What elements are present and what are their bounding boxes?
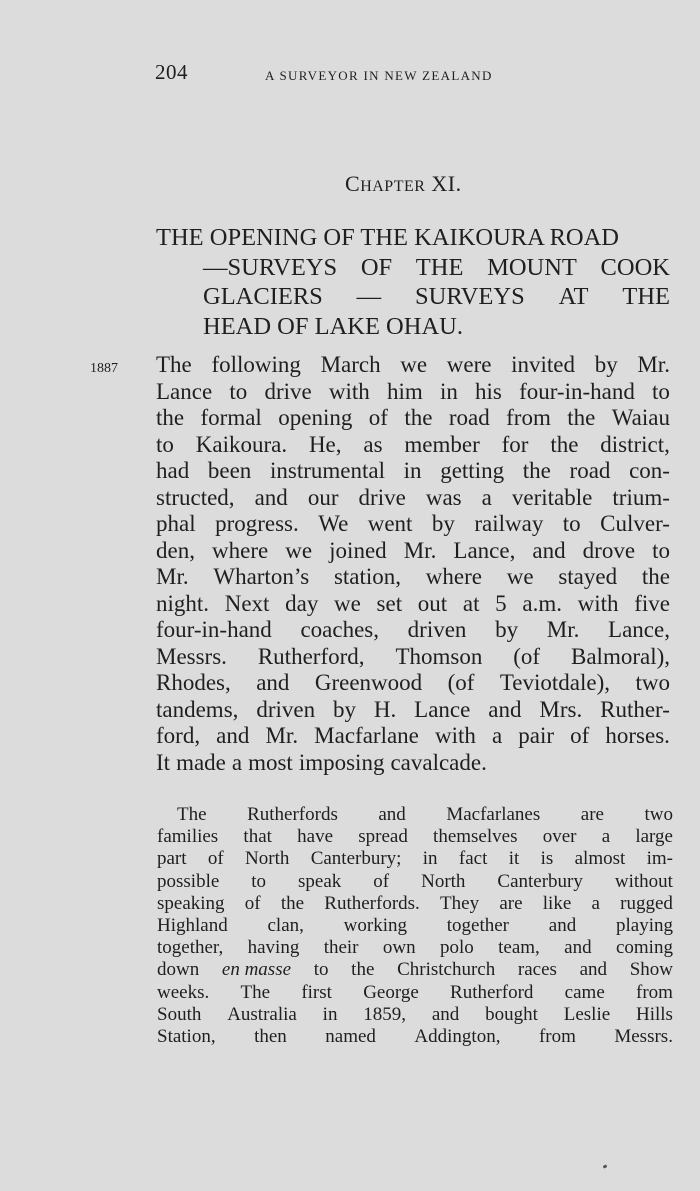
- word: Australia: [227, 1003, 297, 1025]
- word: Rhodes,: [156, 670, 231, 695]
- main-paragraph-line: [156, 644, 670, 671]
- chapter-title-word: COOK: [600, 253, 670, 281]
- word: the: [522, 458, 551, 483]
- word: Canterbury: [497, 870, 583, 892]
- word: im-: [646, 848, 673, 870]
- word: playing: [615, 915, 673, 937]
- main-paragraph-line: [156, 723, 670, 750]
- secondary-paragraph-line: [157, 804, 673, 826]
- word: from: [538, 1026, 576, 1048]
- word: phal: [156, 511, 196, 536]
- chapter-title-line: HEAD OF LAKE OHAU.: [203, 312, 463, 340]
- word: joined: [329, 537, 387, 563]
- word: ford,: [156, 723, 201, 748]
- word: Rutherford: [450, 981, 534, 1003]
- word: Thomson: [395, 643, 483, 669]
- word: Wharton’s: [213, 564, 310, 589]
- word: Mr.: [265, 723, 299, 748]
- word: Mr.: [637, 352, 670, 377]
- page-speck: [603, 1164, 608, 1169]
- word: in: [439, 378, 458, 404]
- word: is: [540, 848, 554, 870]
- chapter-title-word: THE: [622, 283, 670, 310]
- word: together: [446, 915, 510, 937]
- chapter-title-word: AT: [558, 283, 589, 310]
- word: and: [378, 804, 406, 825]
- word: railway: [474, 511, 544, 536]
- word: Ruther-: [600, 696, 670, 722]
- word: to: [652, 537, 670, 563]
- word: the: [351, 959, 375, 981]
- chapter-title-word: OF: [360, 253, 393, 281]
- word: trium-: [612, 484, 670, 510]
- chapter-title-line: [156, 253, 670, 283]
- word: to: [313, 959, 329, 981]
- word: were: [446, 352, 492, 377]
- word: over: [542, 826, 577, 848]
- word: North: [421, 870, 466, 892]
- word: structed,: [156, 484, 235, 510]
- word: together,: [157, 937, 224, 959]
- main-paragraph: [156, 352, 670, 776]
- word: veritable: [511, 484, 593, 510]
- word: bought: [485, 1003, 538, 1025]
- word: a: [591, 892, 600, 914]
- word: driven: [256, 696, 316, 722]
- word: pair: [518, 723, 555, 748]
- word: like: [542, 892, 572, 914]
- word: rugged: [620, 892, 673, 914]
- chapter-label: [345, 171, 462, 197]
- word: where: [425, 564, 482, 589]
- word: getting: [440, 458, 505, 483]
- word: (of: [447, 670, 475, 695]
- word: March: [320, 352, 381, 377]
- main-paragraph-line: [156, 458, 670, 485]
- word: and: [564, 937, 592, 959]
- word: instrumental: [269, 458, 385, 483]
- word: Lance: [156, 378, 213, 404]
- word: by: [332, 696, 356, 722]
- secondary-paragraph-line: [157, 848, 673, 870]
- word: and: [548, 915, 577, 937]
- word: two: [635, 670, 670, 695]
- word: had: [156, 458, 190, 483]
- word: came: [564, 981, 605, 1003]
- chapter-label-initial: C: [345, 171, 361, 196]
- word: South: [157, 1003, 202, 1025]
- word: team,: [498, 937, 540, 959]
- secondary-paragraph-line: [157, 915, 673, 937]
- word: at: [462, 590, 480, 616]
- word: coaches,: [300, 617, 379, 642]
- word: Mr.: [403, 537, 437, 563]
- chapter-title-word: —: [356, 283, 382, 310]
- secondary-paragraph-line: [157, 982, 673, 1004]
- word: from: [506, 405, 551, 430]
- word: Leslie: [563, 1003, 611, 1025]
- word: Christchurch: [397, 959, 496, 981]
- word: Station,: [157, 1026, 216, 1048]
- word: and: [488, 696, 522, 722]
- word: themselves: [433, 826, 518, 848]
- word: speaking: [157, 892, 225, 914]
- word: five: [634, 590, 670, 616]
- word: member: [404, 431, 480, 457]
- word: road: [448, 405, 490, 430]
- word: of: [368, 405, 388, 430]
- word: a: [231, 749, 243, 775]
- word: They: [440, 892, 480, 914]
- word: It: [156, 749, 171, 775]
- word: Lance,: [608, 617, 670, 642]
- word: of: [373, 870, 390, 892]
- word: to: [251, 870, 267, 892]
- word: went: [367, 511, 413, 536]
- word: the: [550, 431, 579, 457]
- word: Rutherfords: [247, 804, 338, 825]
- word: en masse: [221, 959, 292, 981]
- word: been: [207, 458, 252, 483]
- word: possible: [157, 870, 220, 892]
- word: and: [256, 670, 290, 695]
- main-paragraph-line: [156, 750, 670, 777]
- word: set: [376, 590, 403, 616]
- word: H.: [373, 696, 397, 722]
- secondary-paragraph-line: [157, 937, 673, 959]
- word: own: [382, 937, 416, 959]
- secondary-paragraph-line: [157, 1004, 673, 1026]
- word: weeks.: [157, 981, 210, 1003]
- secondary-paragraph-line: [157, 871, 673, 893]
- chapter-title-word: MOUNT: [487, 253, 577, 281]
- word: clan,: [267, 915, 304, 937]
- word: named: [325, 1026, 376, 1048]
- word: Show: [629, 959, 673, 981]
- chapter-title-word: THE: [415, 253, 464, 281]
- word: drove: [582, 537, 636, 563]
- main-paragraph-line: [156, 697, 670, 724]
- word: as: [363, 431, 383, 457]
- chapter-title-word: GLACIERS: [203, 283, 323, 310]
- word: first: [301, 981, 332, 1003]
- word: and: [579, 959, 608, 981]
- word: in: [403, 458, 422, 483]
- word: we: [506, 564, 534, 589]
- word: imposing: [298, 749, 385, 775]
- word: opening: [278, 405, 353, 430]
- word: that: [243, 826, 272, 848]
- main-paragraph-line: [156, 538, 670, 565]
- word: road: [569, 458, 611, 483]
- word: George: [363, 981, 419, 1003]
- word: He,: [308, 431, 342, 457]
- word: we: [285, 537, 313, 563]
- word: part: [157, 848, 187, 870]
- word: progress.: [215, 511, 299, 536]
- word: their: [323, 937, 359, 959]
- word: Greenwood: [314, 670, 423, 695]
- word: the: [641, 564, 670, 589]
- chapter-title-line: THE OPENING OF THE KAIKOURA ROAD: [156, 224, 619, 251]
- word: The: [156, 352, 192, 377]
- word: Mr.: [546, 617, 580, 642]
- word: Mrs.: [539, 696, 583, 722]
- word: in: [422, 848, 438, 870]
- word: was: [425, 484, 462, 510]
- secondary-paragraph-line: [157, 1026, 673, 1048]
- word: Messrs.: [156, 643, 227, 669]
- word: the: [567, 405, 596, 430]
- word: where: [212, 537, 269, 563]
- word: made: [176, 749, 226, 775]
- word: a.m.: [522, 590, 562, 616]
- secondary-paragraph-line: [157, 893, 673, 915]
- word: Messrs.: [614, 1026, 673, 1048]
- word: following: [211, 352, 301, 377]
- main-paragraph-line: [156, 379, 670, 406]
- word: with: [577, 590, 619, 616]
- word: (of: [513, 643, 541, 669]
- word: 5: [495, 590, 507, 616]
- word: of: [570, 723, 590, 748]
- chapter-title-word: —SURVEYS: [203, 253, 338, 281]
- main-paragraph-line: [156, 591, 670, 618]
- chapter-title-word: SURVEYS: [415, 283, 525, 310]
- word: having: [247, 937, 300, 959]
- word: in: [322, 1003, 338, 1025]
- main-paragraph-line: [156, 352, 670, 379]
- word: Culver-: [600, 511, 670, 536]
- word: polo: [439, 937, 474, 959]
- word: The: [177, 804, 207, 825]
- word: Balmoral),: [571, 643, 670, 669]
- word: Rutherfords.: [324, 892, 420, 914]
- margin-year-note: 1887: [90, 361, 118, 376]
- word: and: [431, 1003, 460, 1025]
- word: Teviotdale),: [499, 670, 610, 695]
- word: with: [434, 723, 476, 748]
- word: a: [601, 826, 611, 848]
- word: night.: [156, 590, 210, 616]
- word: Macfarlanes: [446, 804, 541, 825]
- word: The: [240, 981, 271, 1003]
- word: have: [297, 826, 334, 848]
- running-head: A SURVEYOR IN NEW ZEALAND: [265, 68, 493, 83]
- word: with: [328, 378, 370, 404]
- word: to: [229, 378, 248, 404]
- word: by: [495, 617, 519, 642]
- word: horses.: [605, 723, 670, 748]
- word: tandems,: [156, 696, 239, 722]
- word: are: [499, 892, 523, 914]
- word: formal: [200, 405, 262, 430]
- word: Rutherford,: [257, 643, 365, 669]
- word: con-: [629, 458, 670, 483]
- word: by: [431, 511, 455, 536]
- word: to: [156, 431, 174, 457]
- word: and: [216, 723, 250, 748]
- word: Lance: [414, 696, 471, 722]
- word: his: [475, 378, 502, 404]
- word: large: [635, 826, 673, 848]
- main-paragraph-line: [156, 405, 670, 432]
- word: for: [501, 431, 529, 457]
- word: invited: [511, 352, 576, 377]
- word: to: [562, 511, 581, 536]
- word: and: [254, 484, 288, 510]
- word: are: [580, 804, 604, 825]
- chapter-label-number: XI.: [425, 171, 462, 196]
- chapter-title-line: [156, 282, 670, 312]
- word: Lance,: [453, 537, 516, 563]
- word: cavalcade.: [390, 749, 487, 775]
- word: from: [636, 981, 673, 1003]
- word: most: [248, 749, 293, 775]
- page-number: 204: [155, 60, 188, 84]
- word: and: [532, 537, 566, 563]
- main-paragraph-line: [156, 617, 670, 644]
- word: out: [417, 590, 448, 616]
- word: Macfarlane: [314, 723, 419, 748]
- word: of: [244, 892, 261, 914]
- word: four-in-hand: [519, 378, 635, 404]
- chapter-title-justified-line: [203, 282, 670, 312]
- word: of: [207, 848, 224, 870]
- word: coming: [615, 937, 673, 959]
- word: the: [156, 405, 185, 430]
- word: our: [307, 484, 339, 510]
- word: races: [517, 959, 557, 981]
- word: Hills: [636, 1003, 673, 1025]
- word: a: [481, 484, 492, 510]
- main-paragraph-line: [156, 670, 670, 697]
- main-paragraph-line: [156, 511, 670, 538]
- secondary-paragraph: [157, 804, 673, 1048]
- word: without: [614, 870, 673, 892]
- word: Highland: [157, 915, 228, 937]
- word: 1859,: [363, 1003, 407, 1025]
- word: spread: [358, 826, 408, 848]
- word: down: [157, 959, 200, 981]
- word: North: [245, 848, 290, 870]
- word: den,: [156, 537, 195, 563]
- word: fact: [458, 848, 488, 870]
- main-paragraph-line: [156, 485, 670, 512]
- word: driven: [407, 617, 467, 642]
- word: Addington,: [414, 1026, 501, 1048]
- word: four-in-hand: [156, 617, 272, 642]
- word: station,: [333, 564, 402, 589]
- word: Mr.: [156, 564, 189, 589]
- word: a: [491, 723, 503, 748]
- word: speak: [298, 870, 342, 892]
- word: Next: [224, 590, 270, 616]
- word: to: [652, 378, 670, 404]
- chapter-title: [156, 223, 670, 341]
- main-paragraph-line: [156, 564, 670, 591]
- chapter-title-justified-line: [203, 253, 670, 283]
- chapter-label-text: [345, 171, 462, 196]
- word: day: [285, 590, 319, 616]
- word: Waiau: [611, 405, 670, 430]
- word: two: [644, 804, 673, 825]
- word: it: [508, 848, 520, 870]
- chapter-label-smallcaps: HAPTER: [360, 178, 426, 195]
- word: almost: [574, 848, 626, 870]
- word: drive: [264, 378, 312, 404]
- word: by: [594, 352, 618, 377]
- secondary-paragraph-line: [157, 959, 673, 981]
- word: drive: [358, 484, 406, 510]
- word: we: [334, 590, 361, 616]
- word: the: [280, 892, 305, 914]
- main-paragraph-line: [156, 432, 670, 459]
- word: Canterbury;: [310, 848, 402, 870]
- word: him: [386, 378, 423, 404]
- word: We: [318, 511, 349, 536]
- secondary-paragraph-line: [157, 826, 673, 848]
- word: the: [404, 405, 433, 430]
- word: Kaikoura.: [195, 431, 288, 457]
- word: district,: [600, 431, 670, 457]
- word: working: [343, 915, 407, 937]
- word: we: [400, 352, 428, 377]
- word: families: [157, 826, 219, 848]
- word: stayed: [558, 564, 618, 589]
- word: then: [254, 1026, 287, 1048]
